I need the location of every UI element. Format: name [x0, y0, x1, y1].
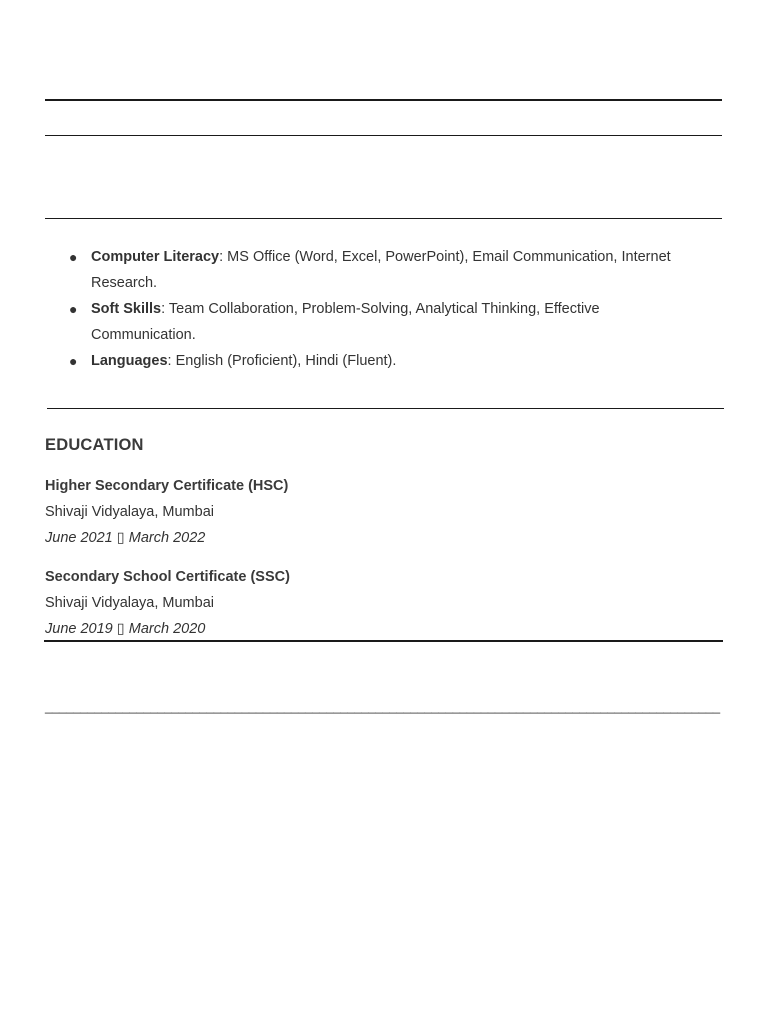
section-bottom-rule [44, 640, 723, 642]
school-name: Shivaji Vidyalaya, Mumbai [45, 504, 214, 520]
degree-title: Higher Secondary Certificate (HSC) [45, 478, 289, 494]
section-rule-education [47, 408, 724, 409]
school-name: Shivaji Vidyalaya, Mumbai [45, 595, 214, 611]
education-entry [45, 473, 645, 551]
underscore-line: ________________________________________________________________________________________________ [45, 699, 720, 714]
degree-title: Secondary School Certificate (SSC) [45, 569, 290, 585]
skill-label: Computer Literacy [91, 249, 220, 265]
skill-text: : English (Proficient), Hindi (Fluent). [167, 353, 397, 369]
list-item [45, 296, 705, 348]
skill-label: Languages [91, 353, 168, 369]
bullet-icon: ● [69, 249, 78, 265]
header-rule [45, 135, 722, 136]
date-range: June 2021 ▯ March 2022 [45, 530, 206, 546]
section-rule-skills [45, 218, 722, 219]
list-item [45, 348, 705, 374]
date-range: June 2019 ▯ March 2020 [45, 621, 206, 637]
skill-text: : Team Collaboration, Problem-Solving, Analytical Thinking, Effective Communication. [91, 301, 600, 343]
list-item [45, 244, 705, 296]
section-title-education: EDUCATION [45, 436, 144, 454]
education-entry [45, 564, 645, 642]
top-rule [45, 99, 722, 101]
bullet-icon: ● [69, 301, 78, 317]
skills-list [45, 244, 705, 374]
skill-label: Soft Skills [91, 301, 162, 317]
bullet-icon: ● [69, 353, 78, 369]
skill-text: : MS Office (Word, Excel, PowerPoint), Email Communication, Internet Research. [91, 249, 671, 291]
